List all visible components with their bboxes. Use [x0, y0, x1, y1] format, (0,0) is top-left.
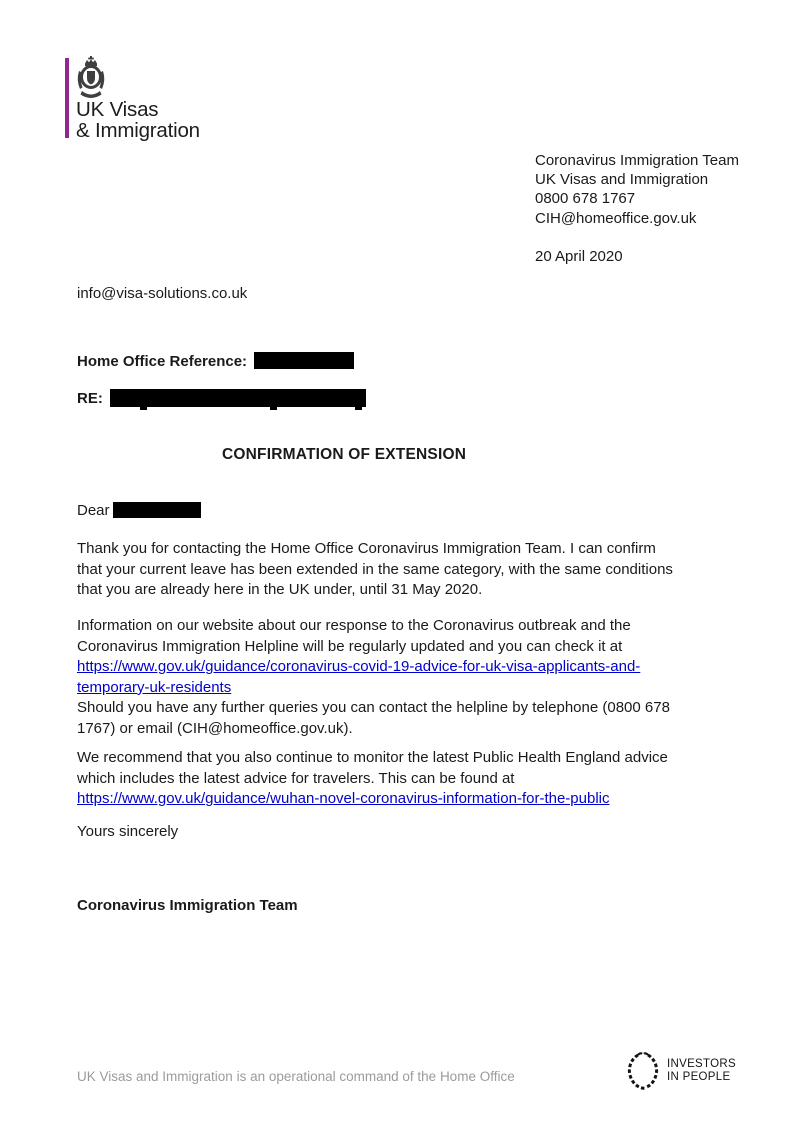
redacted-subject-value: [110, 389, 366, 407]
paragraph-confirmation: [77, 539, 673, 601]
home-office-reference-line: [77, 352, 354, 370]
paragraph-phe-advice: [77, 748, 668, 810]
closing-line: Yours sincerely: [77, 823, 179, 840]
iip-wordmark: [667, 1058, 736, 1085]
link-text-line[interactable]: https://www.gov.uk/guidance/coronavirus-covid-19-advice-for-uk-visa-applicants-and-: [77, 658, 641, 676]
phe-guidance-link[interactable]: [77, 789, 668, 810]
paragraph-line: Thank you for contacting the Home Office Coronavirus Immigration Team. I can confirm: [77, 540, 656, 557]
royal-crest-icon: [76, 56, 106, 102]
iip-wreath-icon: [626, 1051, 660, 1091]
covid-guidance-link[interactable]: [77, 657, 670, 698]
salutation-label: Dear: [77, 502, 110, 519]
salutation-line: [77, 502, 201, 519]
link-text-line[interactable]: https://www.gov.uk/guidance/wuhan-novel-coronavirus-information-for-the-public: [77, 790, 610, 808]
iip-line2: IN PEOPLE: [667, 1071, 731, 1083]
logo-line2: & Immigration: [76, 118, 200, 142]
letter-heading: CONFIRMATION OF EXTENSION: [222, 446, 467, 463]
iip-line1: INVESTORS: [667, 1057, 736, 1070]
paragraph-website-info: [77, 616, 670, 740]
paragraph-line: Information on our website about our response to the Coronavirus outbreak and the: [77, 617, 631, 634]
recipient-email: info@visa-solutions.co.uk: [77, 285, 248, 302]
sender-email: CIH@homeoffice.gov.uk: [535, 209, 697, 227]
sender-phone: 0800 678 1767: [535, 190, 636, 208]
paragraph-line: that you are already here in the UK under, until 31 May 2020.: [77, 581, 483, 599]
sender-team-name: Coronavirus Immigration Team: [535, 152, 739, 169]
logo-line1: UK Visas: [76, 98, 159, 121]
investors-in-people-logo: [626, 1051, 736, 1091]
re-label: RE:: [77, 390, 103, 407]
paragraph-line: Should you have any further queries you can contact the helpline by telephone (0800 678: [77, 699, 670, 717]
paragraph-line: Coronavirus Immigration Helpline will be regularly updated and you can check it at: [77, 637, 623, 655]
reference-label: Home Office Reference:: [77, 353, 248, 370]
link-text-line[interactable]: temporary-uk-residents: [77, 678, 232, 696]
paragraph-line: which includes the latest advice for travelers. This can be found at: [77, 769, 515, 787]
signature-team-name: Coronavirus Immigration Team: [77, 897, 298, 914]
paragraph-line: that your current leave has been extended in the same category, with the same conditions: [77, 560, 673, 578]
footer-disclaimer: UK Visas and Immigration is an operational command of the Home Office: [77, 1069, 515, 1084]
letter-date: 20 April 2020: [535, 247, 623, 265]
ukvi-logo: [65, 56, 235, 142]
logo-accent-bar: [65, 58, 69, 138]
redacted-recipient-name: [113, 502, 201, 518]
paragraph-line: We recommend that you also continue to monitor the latest Public Health England advice: [77, 749, 668, 766]
paragraph-line: 1767) or email (CIH@homeoffice.gov.uk).: [77, 719, 353, 737]
sender-contact-block: [535, 151, 739, 266]
logo-wordmark: [76, 100, 200, 141]
sender-department: UK Visas and Immigration: [535, 171, 709, 189]
redacted-reference-value: [254, 352, 354, 369]
re-subject-line: [77, 389, 366, 407]
